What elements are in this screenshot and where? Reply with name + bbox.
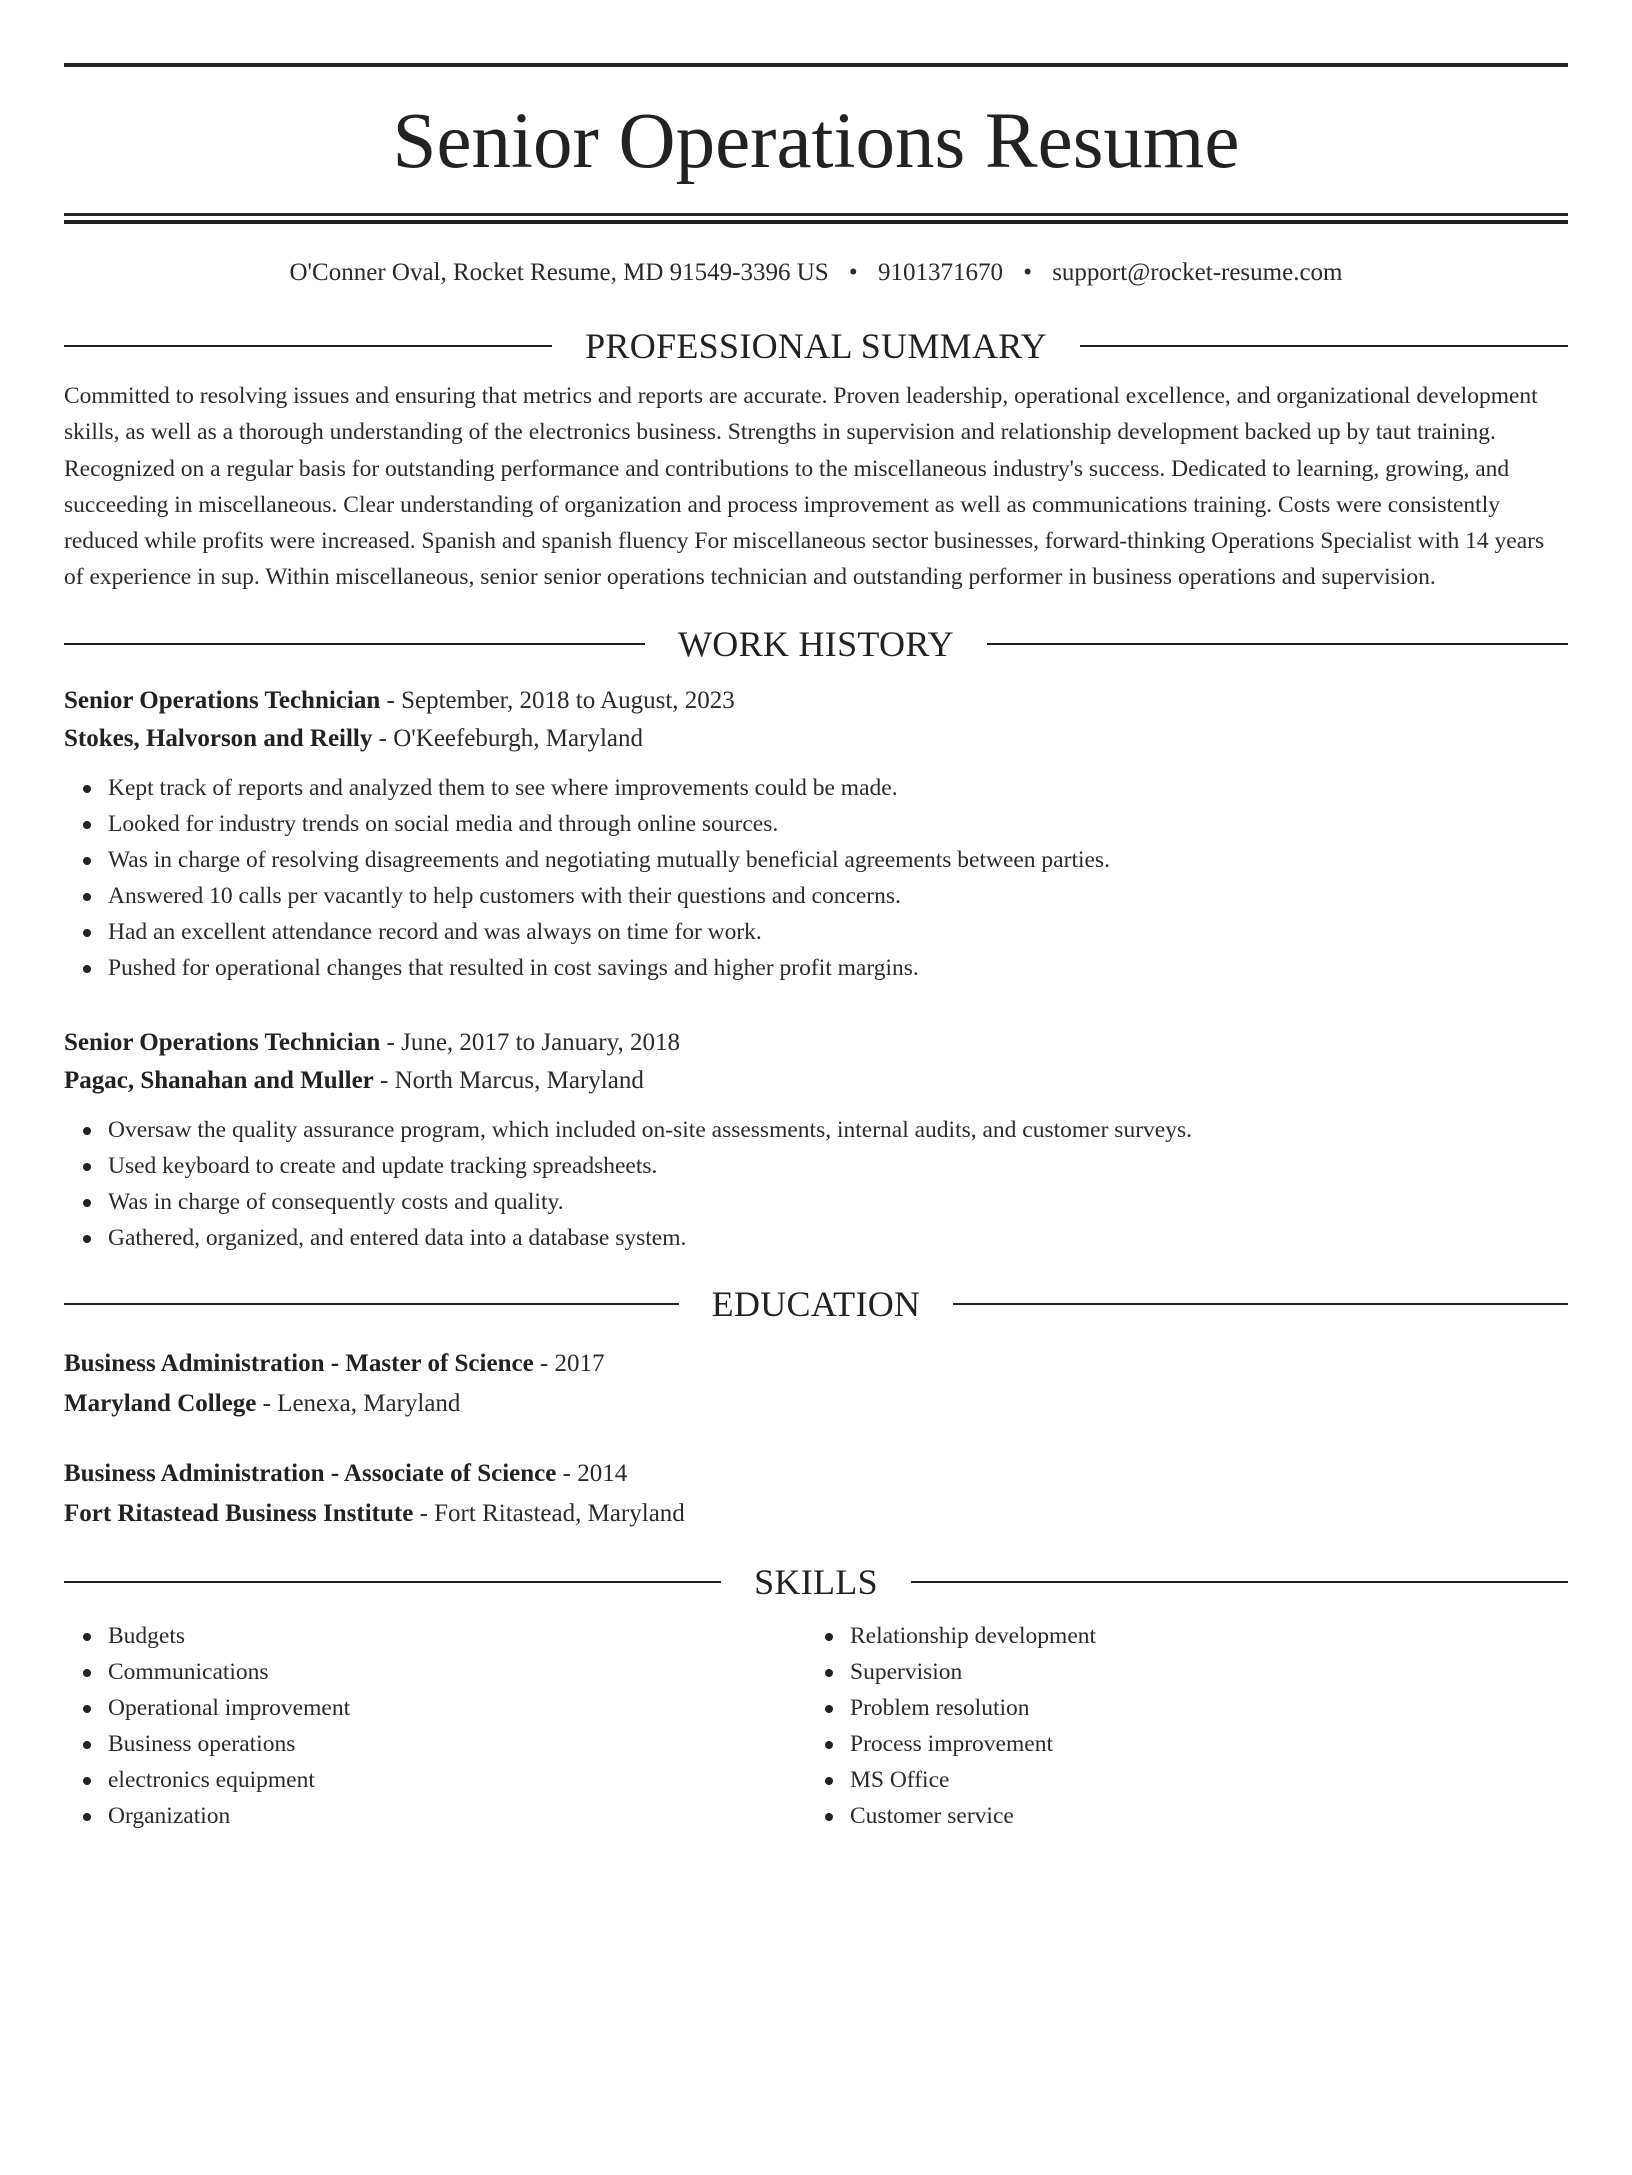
- skills-columns: [64, 1618, 1568, 1834]
- title-double-divider: [64, 213, 1568, 224]
- skill-item: Communications: [108, 1654, 806, 1690]
- skills-column-left: [64, 1618, 806, 1834]
- contact-line: [64, 258, 1568, 288]
- education-degree: Business Administration - Master of Science: [64, 1349, 534, 1377]
- list-item: Was in charge of resolving disagreements and negotiating mutually beneficial agreements between parties.: [108, 842, 1568, 878]
- job-duties-list: [64, 1112, 1568, 1256]
- skills-list-right: [806, 1618, 1548, 1834]
- section-title: EDUCATION: [711, 1283, 921, 1324]
- skill-item: Customer service: [850, 1798, 1548, 1834]
- skill-item: Relationship development: [850, 1618, 1548, 1654]
- education-entry: [64, 1454, 1568, 1534]
- skill-item: Supervision: [850, 1654, 1548, 1690]
- section-heading-education: [64, 1284, 1568, 1324]
- section-heading-summary: [64, 326, 1568, 366]
- section-heading-skills: [64, 1562, 1568, 1602]
- list-item: Pushed for operational changes that resulted in cost savings and higher profit margins.: [108, 950, 1568, 986]
- job-company-line: [64, 1062, 1568, 1100]
- education-year: - 2014: [556, 1459, 628, 1487]
- education-degree: Business Administration - Associate of Science: [64, 1459, 557, 1487]
- job-title: Senior Operations Technician: [64, 1028, 381, 1056]
- job-dates: - June, 2017 to January, 2018: [380, 1028, 680, 1056]
- list-item: Oversaw the quality assurance program, which included on-site assessments, internal audits, and customer surveys.: [108, 1112, 1568, 1148]
- job-company: Stokes, Halvorson and Reilly: [64, 724, 373, 752]
- contact-separator: •: [1023, 259, 1032, 286]
- summary-paragraph: Committed to resolving issues and ensuring that metrics and reports are accurate. Proven leadership, operational excellence, and organizational development skills, as well as a thorough understanding of the electronics business. Strengths in supervision and relationship development backed up by taut training. Recognized on a regular basis for outstanding performance and contributions to the miscellaneous industry's success. Dedicated to learning, growing, and succeeding in miscellaneous. Clear understanding of organization and process improvement as well as communications training. Costs were consistently reduced while profits were increased. Spanish and spanish fluency For miscellaneous sector businesses, forward-thinking Operations Specialist with 14 years of experience in sup. Within miscellaneous, senior senior operations technician and outstanding performer in business operations and supervision.: [64, 383, 1545, 591]
- education-school-line: [64, 1494, 1568, 1534]
- top-divider: [64, 63, 1568, 67]
- skill-item: Operational improvement: [108, 1690, 806, 1726]
- list-item: Had an excellent attendance record and was always on time for work.: [108, 914, 1568, 950]
- section-heading-work-history: [64, 624, 1568, 664]
- education-school: Fort Ritastead Business Institute: [64, 1499, 414, 1527]
- heading-rule-left: [64, 345, 552, 347]
- list-item: Used keyboard to create and update tracking spreadsheets.: [108, 1148, 1568, 1184]
- list-item: Kept track of reports and analyzed them to see where improvements could be made.: [108, 770, 1568, 806]
- job-company-line: [64, 720, 1568, 758]
- contact-address: O'Conner Oval, Rocket Resume, MD 91549-3396 US: [289, 259, 829, 286]
- job-entry: [64, 682, 1568, 986]
- education-degree-line: [64, 1454, 1568, 1494]
- skill-item: electronics equipment: [108, 1762, 806, 1798]
- job-title: Senior Operations Technician: [64, 686, 381, 714]
- heading-rule-right: [911, 1581, 1568, 1583]
- section-title: PROFESSIONAL SUMMARY: [585, 326, 1047, 366]
- education-degree-line: [64, 1344, 1568, 1384]
- section-title: SKILLS: [754, 1561, 878, 1602]
- skill-item: Budgets: [108, 1618, 806, 1654]
- skills-column-right: [806, 1618, 1548, 1834]
- education-location: - Lenexa, Maryland: [256, 1389, 461, 1417]
- education-year: - 2017: [533, 1349, 605, 1377]
- skill-item: MS Office: [850, 1762, 1548, 1798]
- heading-rule-right: [953, 1303, 1568, 1305]
- skills-list-left: [64, 1618, 806, 1834]
- heading-rule-left: [64, 1581, 721, 1583]
- job-location: - North Marcus, Maryland: [373, 1066, 644, 1094]
- resume-page: [0, 63, 1632, 2175]
- list-item: Was in charge of consequently costs and quality.: [108, 1184, 1568, 1220]
- heading-rule-right: [1080, 345, 1568, 347]
- skill-item: Business operations: [108, 1726, 806, 1762]
- heading-rule-right: [987, 643, 1568, 645]
- job-company: Pagac, Shanahan and Muller: [64, 1066, 374, 1094]
- job-title-line: [64, 1024, 1568, 1062]
- education-school-line: [64, 1384, 1568, 1424]
- list-item: Looked for industry trends on social media and through online sources.: [108, 806, 1568, 842]
- job-title-line: [64, 682, 1568, 720]
- skill-item: Process improvement: [850, 1726, 1548, 1762]
- contact-phone: 9101371670: [877, 259, 1003, 286]
- skill-item: Organization: [108, 1798, 806, 1834]
- contact-separator: •: [848, 259, 858, 286]
- contact-email: support@rocket-resume.com: [1052, 259, 1343, 286]
- skill-item: Problem resolution: [850, 1690, 1548, 1726]
- heading-rule-left: [64, 1303, 679, 1305]
- education-location: - Fort Ritastead, Maryland: [413, 1499, 685, 1527]
- section-title: WORK HISTORY: [678, 623, 954, 664]
- education-entry: [64, 1344, 1568, 1424]
- heading-rule-left: [64, 643, 645, 645]
- list-item: Answered 10 calls per vacantly to help customers with their questions and concerns.: [108, 878, 1568, 914]
- education-school: Maryland College: [64, 1389, 257, 1417]
- job-duties-list: [64, 770, 1568, 986]
- resume-title: Senior Operations Resume: [392, 98, 1240, 185]
- job-location: - O'Keefeburgh, Maryland: [372, 724, 643, 752]
- job-dates: - September, 2018 to August, 2023: [380, 686, 735, 714]
- job-entry: [64, 1024, 1568, 1256]
- list-item: Gathered, organized, and entered data into a database system.: [108, 1220, 1568, 1256]
